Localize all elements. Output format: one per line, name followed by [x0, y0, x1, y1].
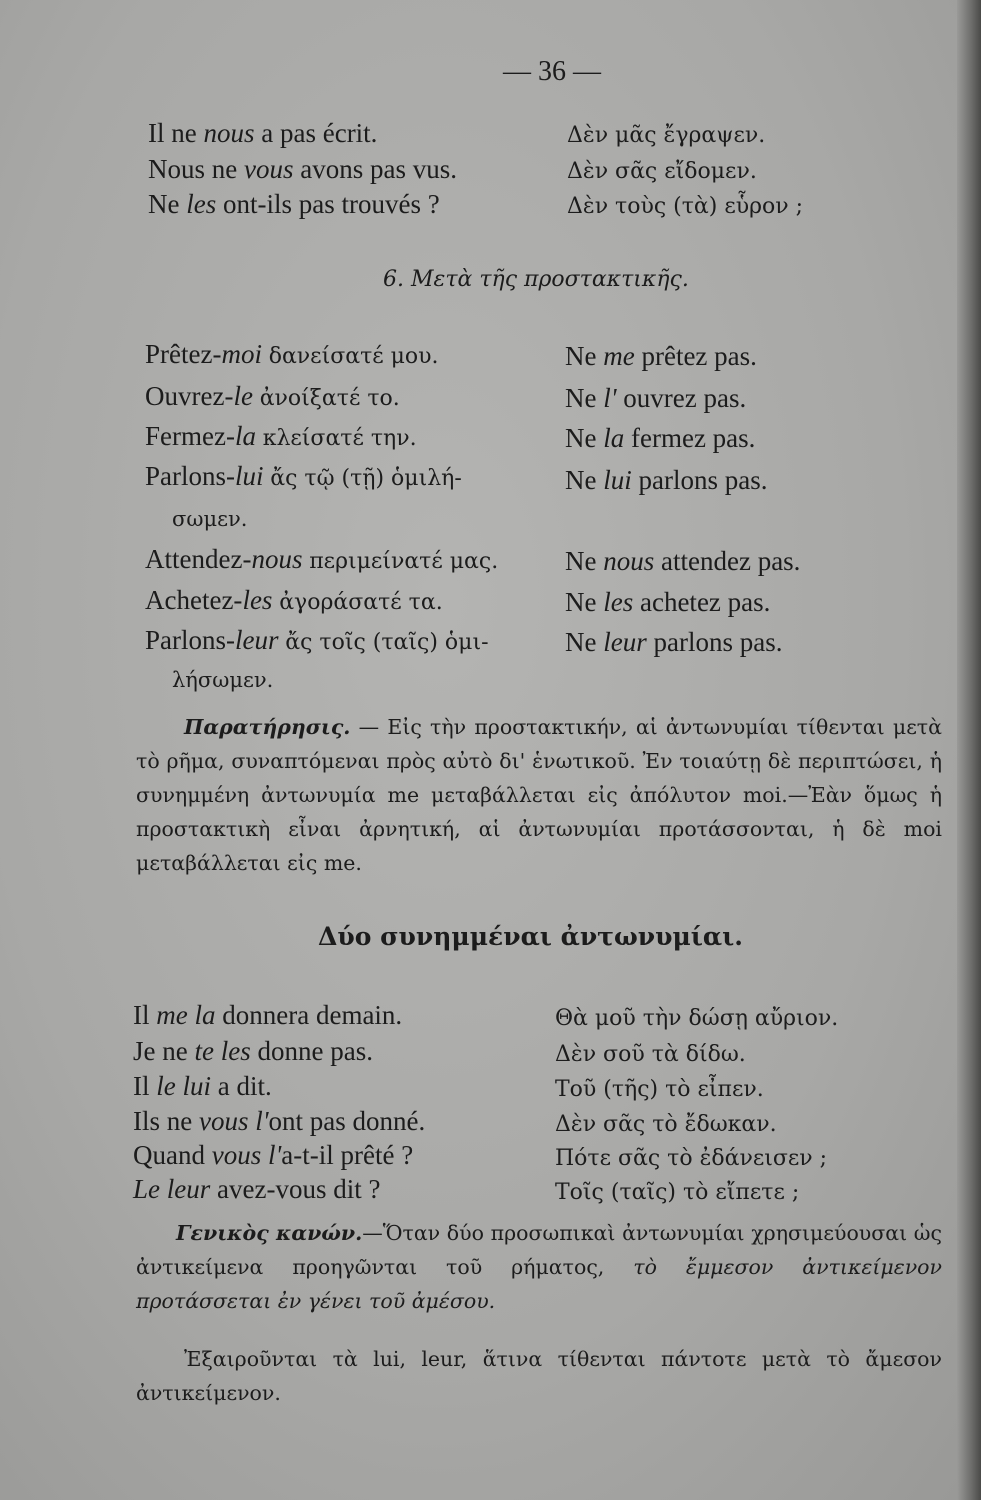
imperative-gr-continuation: σωμεν.	[172, 507, 248, 531]
pair-fr: Ils ne vous l'ont pas donné.	[133, 1106, 426, 1136]
imperative-gr-continuation: λήσωμεν.	[172, 668, 274, 692]
imperative-fr: Ouvrez-le ἀνοίξατέ το.	[145, 381, 400, 411]
example-gr: Δὲν μᾶς ἔγραψεν.	[567, 123, 766, 148]
example-fr: Nous ne vous avons pas vus.	[148, 154, 457, 184]
imperative-fr: Attendez-nous περιμείνατέ μας.	[145, 544, 499, 574]
example-fr: Ne les ont-ils pas trouvés ?	[148, 189, 440, 219]
pair-fr: Je ne te les donne pas.	[133, 1036, 373, 1066]
pair-fr: Le leur avez-vous dit ?	[133, 1174, 381, 1204]
pair-fr: Quand vous l'a-t-il prêté ?	[133, 1140, 414, 1170]
pair-fr: Il le lui a dit.	[133, 1071, 272, 1101]
imperative-negative: Ne nous attendez pas.	[565, 546, 801, 576]
pair-gr: Δὲν σοῦ τὰ δίδω.	[555, 1042, 746, 1067]
imperative-negative: Ne l' ouvrez pas.	[565, 383, 747, 413]
imperative-negative: Ne la fermez pas.	[565, 423, 756, 453]
page-number: — 36 —	[503, 56, 601, 87]
imperative-fr: Fermez-la κλείσατέ την.	[145, 421, 417, 451]
pair-gr: Θὰ μοῦ τὴν δώσῃ αὔριον.	[555, 1006, 839, 1031]
section-heading-two-pronouns: Δύο συνημμέναι ἀντωνυμίαι.	[318, 922, 743, 951]
section-heading: 6. Μετὰ τῆς προστακτικῆς.	[383, 267, 689, 292]
page-edge	[957, 0, 981, 1500]
rule-paragraph: Γενικὸς κανών.—Ὅταν δύο προσωπικαὶ ἀντωνυμίαι χρησιμεύουσαι ὡς ἀντικείμενα προηγῶνται τοῦ ρήματος, τὸ ἔμμεσον ἀντικείμενον προτάσσεται ἐν γένει τοῦ ἀμέσου.	[136, 1221, 943, 1313]
pair-gr: Δὲν σᾶς τὸ ἔδωκαν.	[555, 1112, 777, 1137]
example-gr: Δὲν σᾶς εἴδομεν.	[567, 159, 757, 184]
imperative-negative: Ne leur parlons pas.	[565, 627, 783, 657]
imperative-fr: Parlons-lui ἄς τῷ (τῇ) ὁμιλή-	[145, 461, 462, 491]
pair-fr: Il me la donnera demain.	[133, 1000, 403, 1030]
example-fr: Il ne nous a pas écrit.	[148, 118, 378, 148]
imperative-negative: Ne les achetez pas.	[565, 587, 771, 617]
imperative-fr: Achetez-les ἀγοράσατέ τα.	[145, 585, 443, 615]
exception-paragraph: Ἐξαιροῦνται τὰ lui, leur, ἅτινα τίθενται πάντοτε μετὰ τὸ ἄμεσον ἀντικείμενον.	[136, 1347, 942, 1405]
pair-gr: Τοῦ (τῆς) τὸ εἶπεν.	[555, 1077, 764, 1102]
pair-gr: Πότε σᾶς τὸ ἐδάνεισεν ;	[555, 1146, 828, 1171]
imperative-negative: Ne lui parlons pas.	[565, 465, 768, 495]
imperative-fr: Prêtez-moi δανείσατέ μου.	[145, 339, 439, 369]
pair-gr: Τοῖς (ταῖς) τὸ εἴπετε ;	[555, 1180, 800, 1205]
imperative-negative: Ne me prêtez pas.	[565, 341, 757, 371]
remark-paragraph: Παρατήρησις. — Εἰς τὴν προστακτικήν, αἱ ἀντωνυμίαι τίθενται μετὰ τὸ ρῆμα, συναπτόμεναι πρὸς αὐτὸ δι' ἑνωτικοῦ. Ἐν τοιαύτῃ δὲ περιπτώσει, ἡ συνημμένη ἀντωνυμία me μεταβάλλεται εἰς ἀπόλυτον moi.—Ἐὰν ὅμως ἡ προστακτικὴ εἶναι ἀρνητική, αἱ ἀντωνυμίαι προτάσσονται, ἡ δὲ moi μεταβάλλεται εἰς me.	[136, 715, 942, 875]
example-gr: Δὲν τοὺς (τὰ) εὗρον ;	[567, 194, 804, 219]
imperative-fr: Parlons-leur ἄς τοῖς (ταῖς) ὁμι-	[145, 625, 489, 655]
